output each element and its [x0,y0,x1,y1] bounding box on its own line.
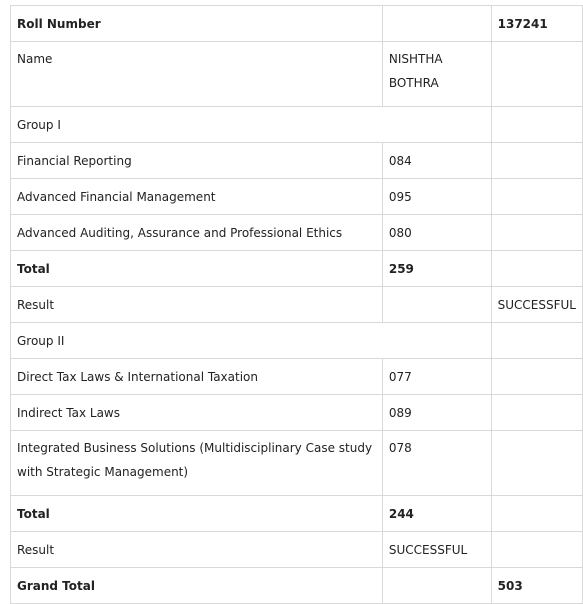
subject-row [11,179,583,215]
subject-marks: 095 [382,179,491,215]
empty-cell [491,496,582,532]
group2-total-row [11,496,583,532]
empty-cell [491,431,582,496]
subject-marks: 089 [382,395,491,431]
empty-cell [491,179,582,215]
empty-cell [491,395,582,431]
total-label: Total [11,496,383,532]
empty-cell [491,143,582,179]
empty-cell [491,323,582,359]
subject-row [11,215,583,251]
grand-total-row [11,568,583,604]
subject-name: Integrated Business Solutions (Multidisciplinary Case study with Strategic Management) [11,431,383,496]
total-value: 244 [382,496,491,532]
empty-cell [491,251,582,287]
roll-number-label: Roll Number [11,6,383,42]
subject-marks: 080 [382,215,491,251]
subject-marks: 077 [382,359,491,395]
group1-heading: Group I [11,107,492,143]
empty-cell [382,6,491,42]
name-row [11,42,583,107]
result-label: Result [11,287,383,323]
group2-heading: Group II [11,323,492,359]
empty-cell [382,568,491,604]
group1-heading-row [11,107,583,143]
result-table [10,5,583,604]
subject-name: Advanced Financial Management [11,179,383,215]
subject-marks: 084 [382,143,491,179]
name-value: NISHTHA BOTHRA [382,42,491,107]
subject-name: Indirect Tax Laws [11,395,383,431]
empty-cell [382,287,491,323]
subject-name: Financial Reporting [11,143,383,179]
empty-cell [491,215,582,251]
total-value: 259 [382,251,491,287]
subject-row [11,431,583,496]
empty-cell [491,532,582,568]
subject-row [11,395,583,431]
name-label: Name [11,42,383,107]
grand-total-label: Grand Total [11,568,383,604]
result-label: Result [11,532,383,568]
grand-total-value: 503 [491,568,582,604]
roll-number-value: 137241 [491,6,582,42]
subject-row [11,359,583,395]
total-label: Total [11,251,383,287]
group2-result-row [11,532,583,568]
subject-name: Direct Tax Laws & International Taxation [11,359,383,395]
subject-marks: 078 [382,431,491,496]
subject-row [11,143,583,179]
result-value: SUCCESSFUL [491,287,582,323]
empty-cell [491,42,582,107]
result-value: SUCCESSFUL [382,532,491,568]
group1-result-row [11,287,583,323]
roll-number-row [11,6,583,42]
empty-cell [491,107,582,143]
group2-heading-row [11,323,583,359]
group1-total-row [11,251,583,287]
empty-cell [491,359,582,395]
subject-name: Advanced Auditing, Assurance and Professional Ethics [11,215,383,251]
